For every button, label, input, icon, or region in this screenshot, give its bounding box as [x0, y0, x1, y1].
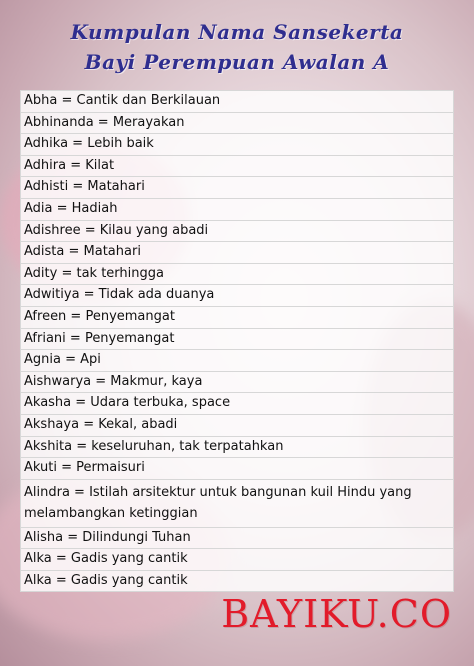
table-row: Adwitiya = Tidak ada duanya: [20, 285, 454, 307]
table-row: Alisha = Dilindungi Tuhan: [20, 528, 454, 550]
table-row: Akshaya = Kekal, abadi: [20, 415, 454, 437]
table-row: Alindra = Istilah arsitektur untuk bangunan kuil Hindu yang melambangkan ketinggian: [20, 480, 454, 528]
table-row: Alka = Gadis yang cantik: [20, 571, 454, 593]
table-row: Abha = Cantik dan Berkilauan: [20, 91, 454, 113]
table-row: Akasha = Udara terbuka, space: [20, 393, 454, 415]
table-row: Adity = tak terhingga: [20, 264, 454, 286]
table-row: Adia = Hadiah: [20, 199, 454, 221]
table-row: Adhika = Lebih baik: [20, 134, 454, 156]
table-row: Adista = Matahari: [20, 242, 454, 264]
table-row: Abhinanda = Merayakan: [20, 113, 454, 135]
table-row: Adhisti = Matahari: [20, 177, 454, 199]
page-title-line1: Kumpulan Nama Sansekerta: [70, 20, 404, 44]
table-row: Alka = Gadis yang cantik: [20, 549, 454, 571]
table-row: Adishree = Kilau yang abadi: [20, 221, 454, 243]
table-row: Akuti = Permaisuri: [20, 458, 454, 480]
page-title-line2: Bayi Perempuan Awalan A: [84, 50, 390, 74]
table-row: Afreen = Penyemangat: [20, 307, 454, 329]
table-row: Akshita = keseluruhan, tak terpatahkan: [20, 437, 454, 459]
table-row: Afriani = Penyemangat: [20, 329, 454, 351]
table-row: Adhira = Kilat: [20, 156, 454, 178]
table-row: Agnia = Api: [20, 350, 454, 372]
table-row: Aishwarya = Makmur, kaya: [20, 372, 454, 394]
names-table: [20, 90, 454, 592]
brand-logo: BAYIKU.CO: [221, 592, 452, 636]
